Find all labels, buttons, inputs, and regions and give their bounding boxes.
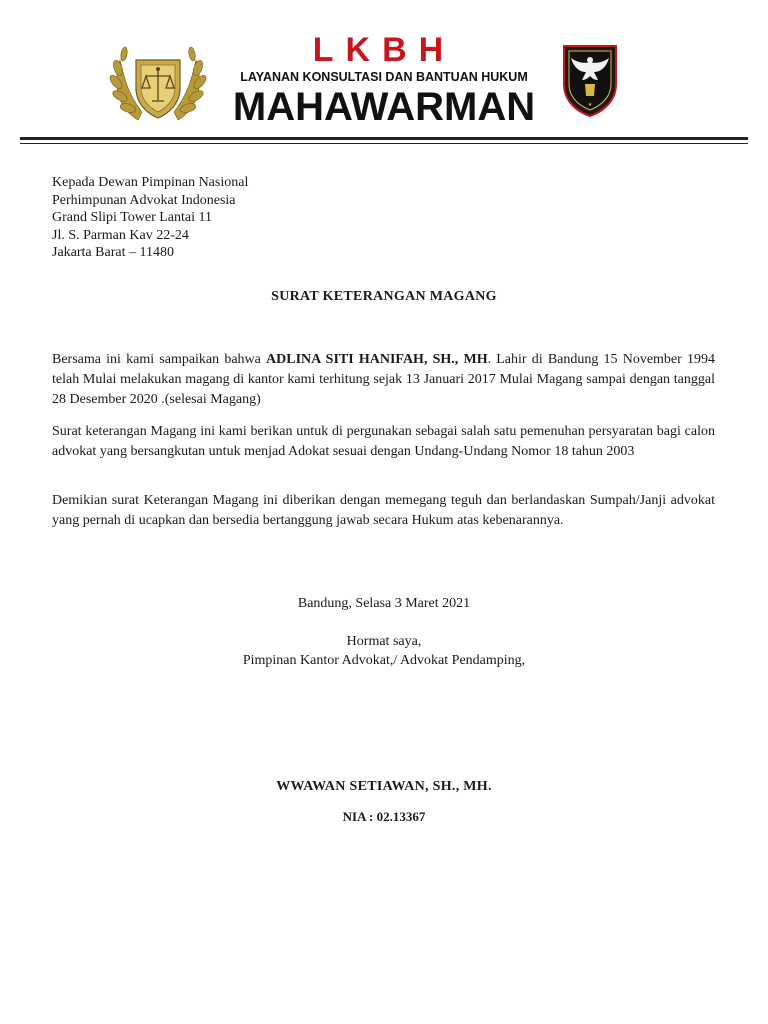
p1-prefix: Bersama ini kami sampaikan bahwa bbox=[52, 352, 267, 367]
org-tagline: LAYANAN KONSULTASI DAN BANTUAN HUKUM bbox=[240, 70, 528, 84]
letterhead bbox=[0, 0, 768, 150]
recipient-address bbox=[52, 174, 248, 262]
garuda-shield-emblem-icon bbox=[560, 40, 620, 118]
header-divider-thick bbox=[20, 137, 748, 140]
org-acronym: LKBH bbox=[312, 31, 456, 69]
header-divider-thin bbox=[20, 143, 748, 144]
recipient-line: Grand Slipi Tower Lantai 11 bbox=[52, 210, 212, 225]
intern-name: ADLINA SITI HANIFAH, SH., MH bbox=[266, 352, 488, 367]
closing-salutation: Hormat saya, bbox=[346, 634, 422, 649]
recipient-line: Kepada Dewan Pimpinan Nasional bbox=[52, 175, 249, 190]
recipient-line: Perhimpunan Advokat Indonesia bbox=[52, 192, 236, 208]
svg-text:★: ★ bbox=[587, 102, 593, 108]
body-paragraph-purpose: Surat keterangan Magang ini kami berikan untuk di pergunakan sebagai salah satu pemenuhan persyaratan bagi calon advokat yang bersangkutan untuk menjad Adokat sesuai dengan Undang-Undang Nomor 18 tahun 2003 bbox=[52, 424, 715, 459]
signer-name: WWAWAN SETIAWAN, SH., MH. bbox=[276, 779, 492, 794]
document-title: SURAT KETERANGAN MAGANG bbox=[271, 289, 497, 304]
recipient-line: Jl. S. Parman Kav 22-24 bbox=[52, 227, 189, 243]
p1-suffix: . Lahir di Bandung 15 November 1994 telah Mulai melakukan magang di kantor kami terhitung sejak 13 Januari 2017 Mulai Magang sampai dengan tanggal 28 Desember 2020 .(selesai Magang) bbox=[52, 352, 715, 407]
body-paragraph-closing: Demikian surat Keterangan Magang ini diberikan dengan memegang teguh dan berlandaskan Sumpah/Janji advokat yang pernah di ucapkan dan bersedia bertanggung jawab secara Hukum atas kebenarannya. bbox=[52, 493, 715, 528]
signer-nia: NIA : 02.13367 bbox=[342, 809, 426, 824]
recipient-line: Jakarta Barat – 11480 bbox=[52, 245, 174, 260]
place-date: Bandung, Selasa 3 Maret 2021 bbox=[297, 596, 471, 611]
org-name: MAHAWARMAN bbox=[232, 85, 536, 129]
signer-role: Pimpinan Kantor Advokat,/ Advokat Pendamping, bbox=[242, 653, 526, 668]
scales-of-justice-emblem-icon bbox=[108, 38, 208, 130]
body-paragraph-intern-details bbox=[52, 350, 715, 410]
